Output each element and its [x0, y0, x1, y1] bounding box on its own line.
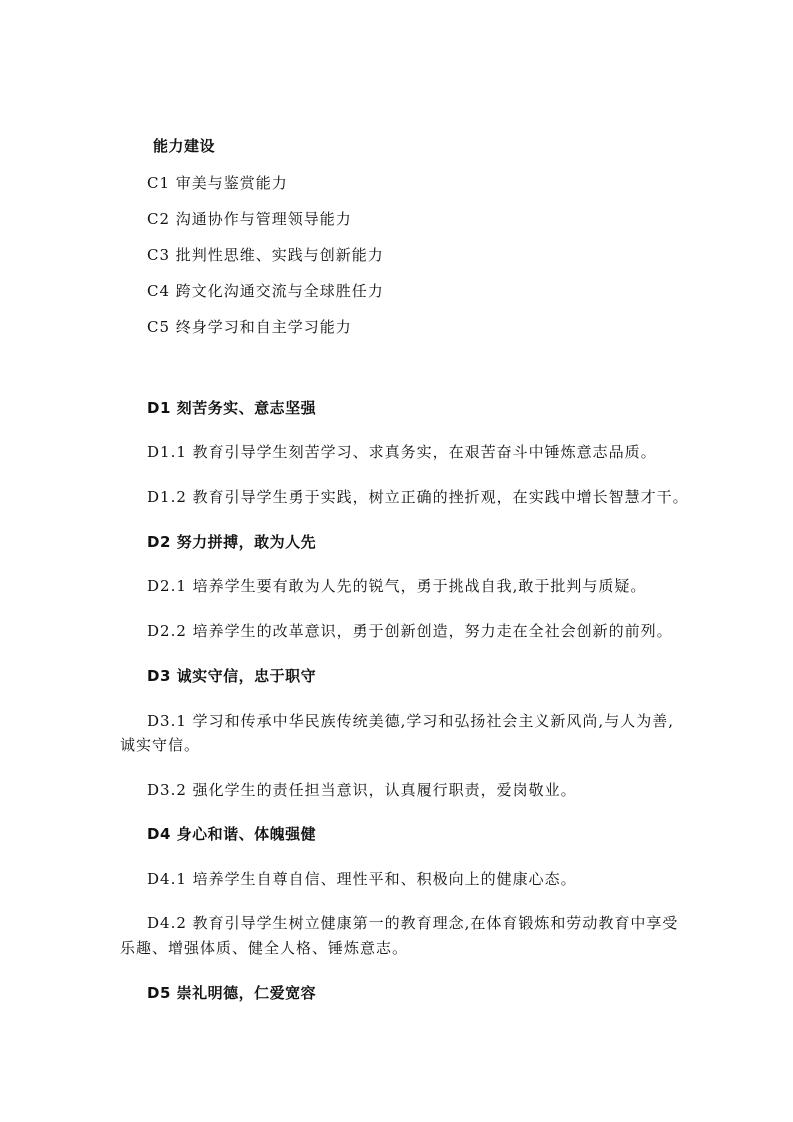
- d4-paragraph-1: D4.1 培养学生自尊自信、理性平和、积极向上的健康心态。: [147, 870, 577, 888]
- d4-paragraph-2-line-1: D4.2 教育引导学生树立健康第一的教育理念,在体育锻炼和劳动教育中享受: [147, 914, 679, 932]
- ability-item-c1: C1 审美与鉴赏能力: [147, 174, 288, 192]
- ability-item-c4: C4 跨文化沟通交流与全球胜任力: [147, 282, 384, 300]
- ability-heading: 能力建设: [153, 137, 216, 155]
- d2-paragraph-2: D2.2 培养学生的改革意识，勇于创新创造，努力走在全社会创新的前列。: [147, 622, 673, 640]
- d2-paragraph-1: D2.1 培养学生要有敢为人先的锐气，勇于挑战自我,敢于批判与质疑。: [147, 577, 647, 595]
- d1-paragraph-1: D1.1 教育引导学生刻苦学习、求真务实，在艰苦奋斗中锤炼意志品质。: [147, 443, 657, 461]
- d2-heading: D2 努力拼搏，敢为人先: [147, 533, 317, 551]
- d3-paragraph-1-line-2: 诚实守信。: [120, 736, 201, 754]
- d5-heading: D5 崇礼明德，仁爱宽容: [147, 984, 317, 1002]
- d1-paragraph-2: D1.2 教育引导学生勇于实践，树立正确的挫折观，在实践中增长智慧才干。: [147, 488, 689, 506]
- d4-paragraph-2-line-2: 乐趣、增强体质、健全人格、锤炼意志。: [120, 939, 409, 957]
- d4-heading: D4 身心和谐、体魄强健: [147, 825, 317, 843]
- ability-item-c5: C5 终身学习和自主学习能力: [147, 318, 352, 336]
- ability-item-c2: C2 沟通协作与管理领导能力: [147, 210, 352, 228]
- d3-heading: D3 诚实守信，忠于职守: [147, 667, 317, 685]
- d3-paragraph-2: D3.2 强化学生的责任担当意识，认真履行职责，爱岗敬业。: [147, 781, 577, 799]
- ability-item-c3: C3 批判性思维、实践与创新能力: [147, 246, 384, 264]
- d3-paragraph-1-line-1: D3.1 学习和传承中华民族传统美德,学习和弘扬社会主义新风尚,与人为善,: [147, 712, 674, 730]
- d1-heading: D1 刻苦务实、意志坚强: [147, 399, 317, 417]
